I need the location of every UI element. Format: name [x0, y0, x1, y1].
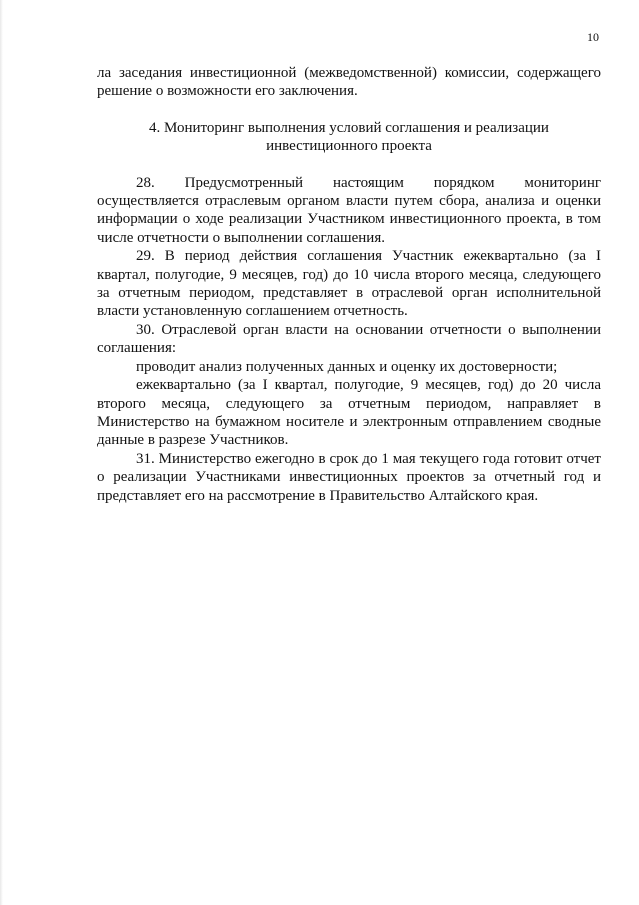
paragraph-30-item-1: проводит анализ полученных данных и оценку их достоверности; [136, 358, 558, 375]
scan-edge-shadow [0, 0, 3, 905]
paragraph-28: 28. Предусмотренный настоящим порядком мониторинг осуществляется отраслевым органом власти путем сбора, анализа и оценки информации о ходе реализации Участником инвестиционного проекта, в том числе отчетности о выполнении соглашения. [97, 174, 601, 246]
paragraph-30-item-2: ежеквартально (за I квартал, полугодие, 9 месяцев, год) до 20 числа второго месяца, следующего за отчетным периодом, направляет в Министерство на бумажном носителе и электронным отправлением сводные данные в разрезе Участников. [97, 377, 601, 449]
paragraph-continuation: ла заседания инвестиционной (межведомственной) комиссии, содержащего решение о возможности его заключения. [97, 65, 601, 100]
paragraph-30: 30. Отраслевой орган власти на основании отчетности о выполнении соглашения: [97, 321, 601, 357]
paragraph-31: 31. Министерство ежегодно в срок до 1 мая текущего года готовит отчет о реализации Участниками инвестиционных проектов за отчетный год и представляет его на рассмотрение в Правительство Алтайского края. [97, 450, 601, 504]
document-body [97, 64, 601, 505]
page-number: 10 [587, 30, 599, 44]
paragraph-29: 29. В период действия соглашения Участник ежеквартально (за I квартал, полугодие, 9 месяцев, год) до 10 числа второго месяца, следующего за отчетным периодом, представляет в отраслевой орган исполнительной власти установленную соглашением отчетность. [97, 248, 601, 320]
section-heading: 4. Мониторинг выполнения условий соглашения и реализации инвестиционного проекта [149, 119, 549, 155]
